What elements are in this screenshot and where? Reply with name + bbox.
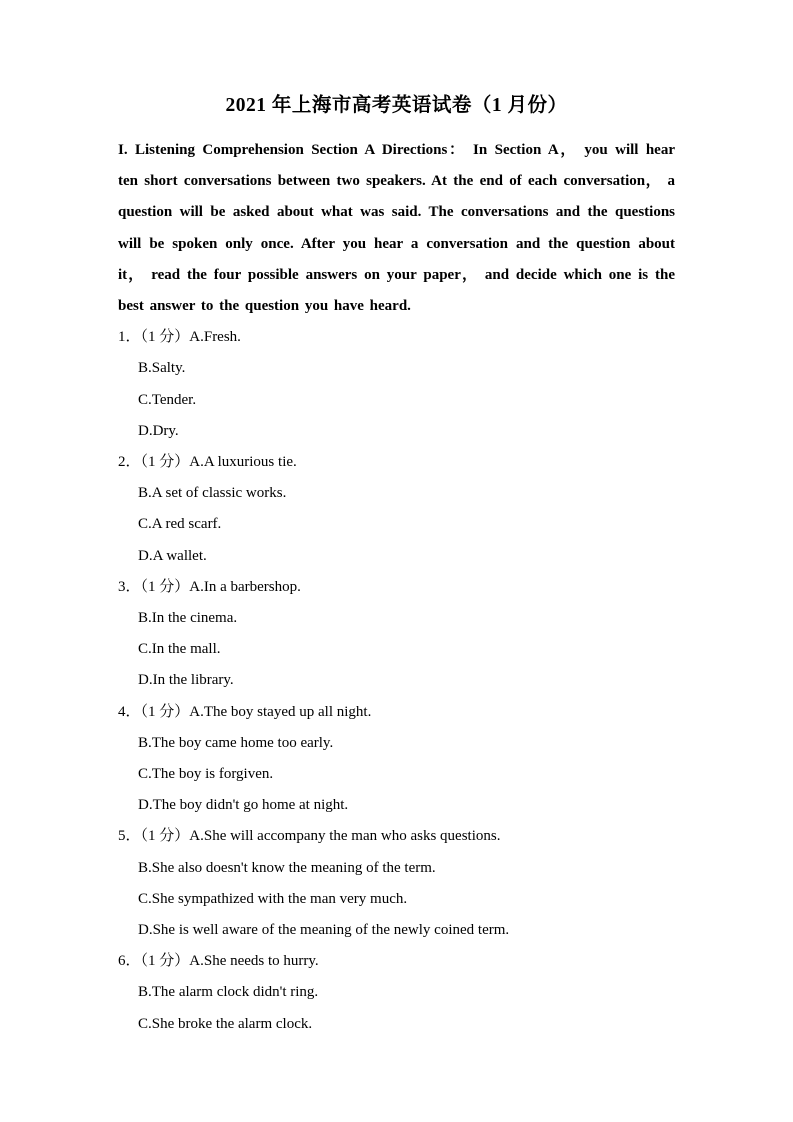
option-d: D.She is well aware of the meaning of the newly coined term.	[138, 922, 510, 939]
option-a: A.The boy stayed up all night.	[189, 703, 372, 720]
question-label: 1．（1 分）	[118, 329, 190, 346]
page-title: 2021 年上海市高考英语试卷（1 月份）	[225, 95, 568, 116]
directions-paragraph: I. Listening Comprehension Section A Directions： In Section A， you will hear ten short conversations between two speakers. At the end of each conversation， a question will be asked about what was said. The conversations and the questions will be spoken only once. After you hear a conversation and the question about it， read the four possible answers on your paper， and decide which one is the best answer to the question you have heard.	[118, 142, 675, 315]
option-b: B.The boy came home too early.	[138, 734, 334, 751]
option-d: D.Dry.	[138, 422, 179, 439]
question-1	[118, 322, 675, 447]
option-a: A.Fresh.	[189, 329, 241, 346]
question-label: 2．（1 分）	[118, 454, 190, 471]
option-a: A.She will accompany the man who asks questions.	[189, 828, 501, 845]
option-b: B.The alarm clock didn't ring.	[138, 984, 319, 1001]
option-b: B.Salty.	[138, 360, 186, 377]
option-d: D.The boy didn't go home at night.	[138, 797, 349, 814]
question-4	[118, 697, 675, 822]
question-first-line	[118, 322, 675, 353]
question-list	[118, 322, 675, 1040]
question-label: 6．（1 分）	[118, 953, 190, 970]
option-c: C.She broke the alarm clock.	[138, 1015, 313, 1032]
option-d: D.In the library.	[138, 672, 234, 689]
question-5	[118, 821, 675, 946]
question-first-line	[118, 821, 675, 852]
option-b: B.In the cinema.	[138, 610, 238, 627]
option-c: C.Tender.	[138, 391, 197, 408]
option-a: A.In a barbershop.	[189, 578, 301, 595]
question-3	[118, 572, 675, 697]
question-first-line	[118, 946, 675, 977]
question-2	[118, 447, 675, 572]
question-label: 4．（1 分）	[118, 703, 190, 720]
question-label: 5．（1 分）	[118, 828, 190, 845]
option-c: C.The boy is forgiven.	[138, 766, 274, 783]
question-first-line	[118, 697, 675, 728]
option-c: C.She sympathized with the man very much.	[138, 890, 408, 907]
option-c: C.A red scarf.	[138, 516, 222, 533]
question-first-line	[118, 572, 675, 603]
option-c: C.In the mall.	[138, 641, 221, 658]
option-a: A.She needs to hurry.	[189, 953, 319, 970]
option-d: D.A wallet.	[138, 547, 207, 564]
option-a: A.A luxurious tie.	[189, 454, 297, 471]
question-first-line	[118, 447, 675, 478]
option-b: B.A set of classic works.	[138, 485, 287, 502]
question-6	[118, 946, 675, 1040]
option-b: B.She also doesn't know the meaning of the term.	[138, 859, 436, 876]
question-label: 3．（1 分）	[118, 578, 190, 595]
